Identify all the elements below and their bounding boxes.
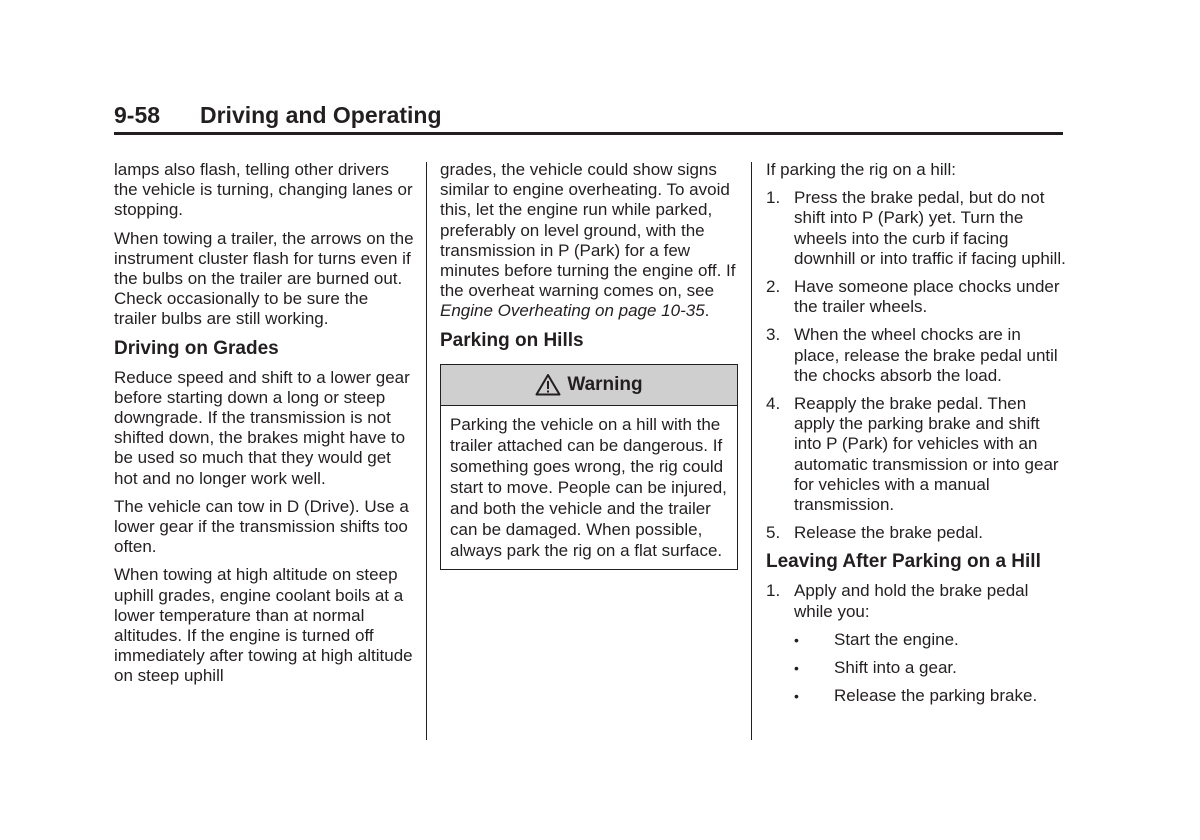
warning-title: Warning xyxy=(567,373,643,395)
list-item xyxy=(766,188,1066,269)
leaving-steps-list xyxy=(766,581,1066,621)
step-text: Release the brake pedal. xyxy=(794,523,984,543)
paragraph xyxy=(440,160,738,322)
warning-box xyxy=(440,364,738,570)
warning-header xyxy=(441,365,737,406)
paragraph-end: . xyxy=(704,301,710,321)
step-number: 4. xyxy=(766,394,781,414)
subheading-leaving-after-parking: Leaving After Parking on a Hill xyxy=(766,551,1041,573)
paragraph: When towing at high altitude on steep uphill grades, engine coolant boils at a lower temperature than at normal altitudes. If the engine is turned off immediately after towing at high altitude on steep uphill xyxy=(114,565,413,686)
section-title: Driving and Operating xyxy=(200,102,442,128)
column-divider xyxy=(751,162,752,740)
step-number: 1. xyxy=(766,188,781,208)
column-3 xyxy=(766,160,1066,714)
subheading-driving-on-grades: Driving on Grades xyxy=(114,337,279,359)
list-item xyxy=(766,394,1066,515)
column-1 xyxy=(114,160,414,695)
list-item xyxy=(794,658,1066,678)
cross-reference: Engine Overheating on page 10-35 xyxy=(440,301,705,321)
step-text: Have someone place chocks under the trailer wheels. xyxy=(794,277,1060,317)
list-item xyxy=(766,523,1066,543)
list-item xyxy=(794,686,1066,706)
step-number: 1. xyxy=(766,581,781,601)
step-text: When the wheel chocks are in place, release the brake pedal until the chocks absorb the load. xyxy=(794,325,1058,385)
paragraph: Reduce speed and shift to a lower gear before starting down a long or steep downgrade. If the transmission is not shifted down, the brakes might have to be used so much that they would get hot and no longer work well. xyxy=(114,367,410,488)
step-number: 2. xyxy=(766,277,781,297)
paragraph: When towing a trailer, the arrows on the instrument cluster flash for turns even if the bulbs on the trailer are burned out. Check occasionally to be sure the trailer bulbs are still working. xyxy=(114,228,414,329)
bullet: • xyxy=(794,631,799,648)
bullet-text: Release the parking brake. xyxy=(834,686,1038,706)
step-text: Press the brake pedal, but do not shift into P (Park) yet. Turn the wheels into the curb if facing downhill or into traffic if facing uphill. xyxy=(794,188,1066,268)
list-item xyxy=(766,325,1066,386)
bullet-text: Start the engine. xyxy=(834,629,959,649)
step-text: Reapply the brake pedal. Then apply the parking brake and shift into P (Park) for vehicles with an automatic transmission or into gear for vehicles with a manual transmission. xyxy=(794,394,1059,515)
list-item xyxy=(794,630,1066,650)
paragraph-text: grades, the vehicle could show signs similar to engine overheating. To avoid this, let the engine run while parked, preferably on level ground, with the transmission in P (Park) for a few minutes before turning the engine off. If the overheat warning comes on, see xyxy=(440,160,736,301)
paragraph: The vehicle can tow in D (Drive). Use a lower gear if the transmission shifts too often. xyxy=(114,496,409,557)
column-2 xyxy=(440,160,738,570)
column-divider xyxy=(426,162,427,740)
bullet: • xyxy=(794,660,799,677)
bullet-text: Shift into a gear. xyxy=(834,658,957,678)
warning-text: Parking the vehicle on a hill with the trailer attached can be dangerous. If something goes wrong, the rig could start to move. People can be injured, and both the vehicle and the trailer can be damaged. When possible, always park the rig on a flat surface. xyxy=(450,414,727,560)
page-header xyxy=(114,100,1063,135)
parking-steps-list xyxy=(766,188,1066,543)
page-number: 9-58 xyxy=(114,102,161,128)
subheading-parking-on-hills: Parking on Hills xyxy=(440,329,584,351)
paragraph: If parking the rig on a hill: xyxy=(766,160,956,179)
bullet: • xyxy=(794,688,799,705)
paragraph: lamps also flash, telling other drivers the vehicle is turning, changing lanes or stopping. xyxy=(114,160,413,220)
step-text: Apply and hold the brake pedal while you: xyxy=(794,581,1029,621)
list-item xyxy=(766,581,1066,621)
step-number: 5. xyxy=(766,523,781,543)
warning-triangle-icon xyxy=(535,373,561,396)
step-number: 3. xyxy=(766,325,781,345)
list-item xyxy=(766,277,1066,317)
bullet-list xyxy=(766,630,1066,707)
